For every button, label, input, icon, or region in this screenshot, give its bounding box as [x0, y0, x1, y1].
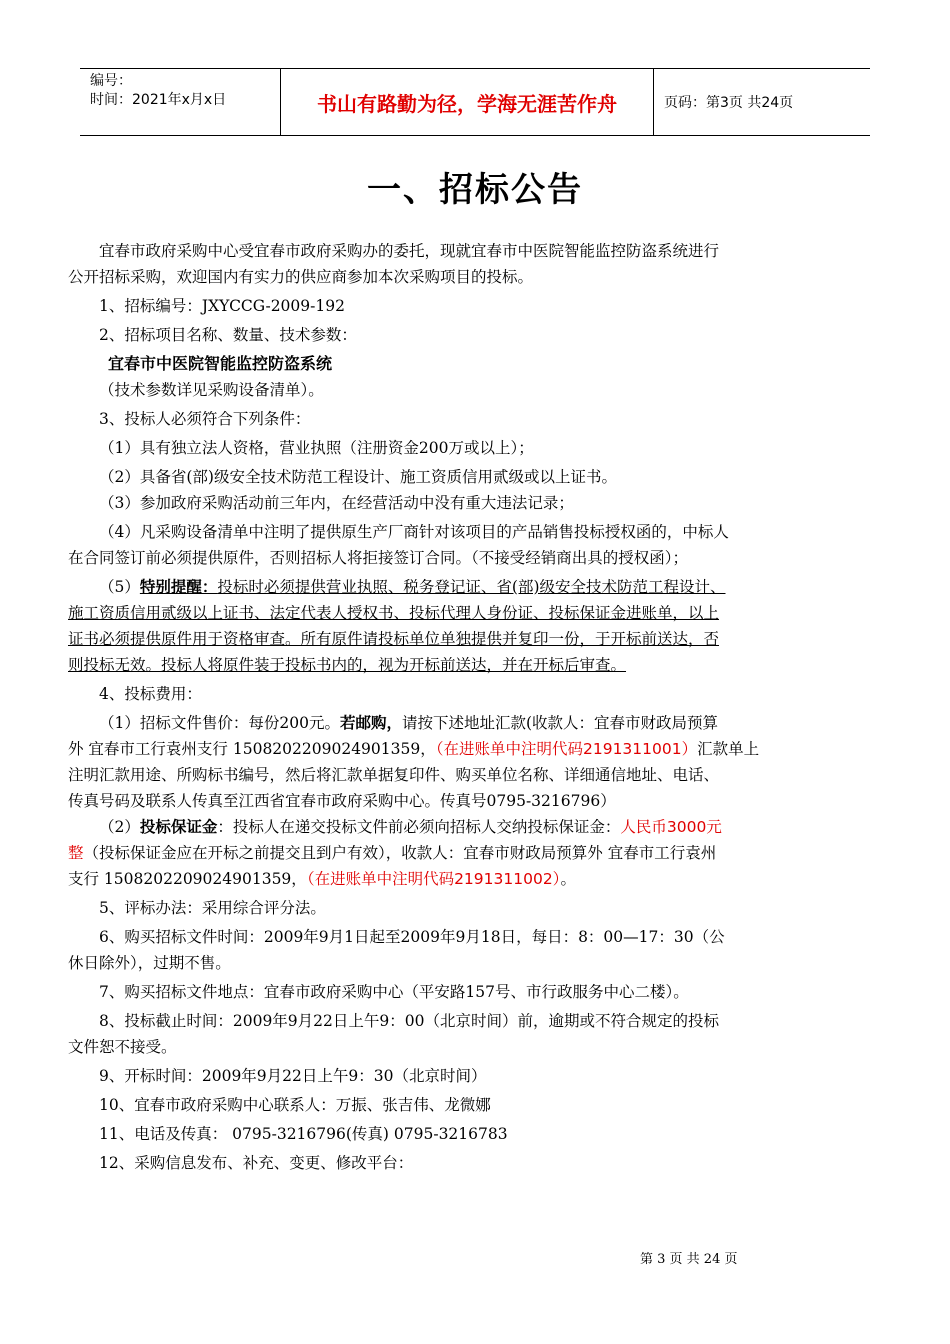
item-9: 9、开标时间：2009年9月22日上午9：30（北京时间） — [99, 1067, 487, 1085]
item-12: 12、采购信息发布、补充、变更、修改平台： — [99, 1154, 414, 1172]
deposit-label: 投标保证金 — [139, 818, 218, 836]
fee-2-text-b: ：投标人在递交投标文件前必须向招标人交纳投标保证金： — [217, 818, 621, 836]
condition-2: （2）具备省(部)级安全技术防范工程设计、施工资质信用贰级或以上证书。 — [99, 468, 617, 486]
fee-2-text-d: 支行 1508202209024901359， — [68, 870, 307, 888]
deposit-amount-end: 整 — [68, 844, 84, 862]
fee-2-text-c: （投标保证金应在开标之前提交且到户有效），收款人：宜春市财政局预算外 宜春市工行袁州 — [83, 844, 717, 862]
item-4: 4、投标费用： — [99, 685, 202, 703]
header-motto: 书山有路勤为径，学海无涯苦作舟 — [281, 69, 654, 135]
item-10: 10、宜春市政府采购中心联系人：万振、张吉伟、龙微娜 — [99, 1096, 491, 1114]
fee-2-text-a: （2） — [99, 818, 140, 836]
tech-note: （技术参数详见采购设备清单）。 — [99, 381, 324, 399]
condition-4-line-1: （4）凡采购设备清单中注明了提供原生产厂商针对该项目的产品销售投标授权函的，中标人 — [99, 523, 729, 541]
fee-2-line-3 — [68, 866, 883, 892]
page-title: 一、招标公告 — [367, 170, 583, 210]
fee-2-line-1 — [68, 814, 883, 840]
item-7: 7、购买招标文件地点：宜春市政府采购中心（平安路157号、市行政服务中心二楼）。 — [99, 983, 689, 1001]
fee-1-text-c: 外 宜春市工行袁州支行 1508202209024901359， — [68, 740, 436, 758]
intro-line-2: 公开招标采购，欢迎国内有实力的供应商参加本次采购项目的投标。 — [68, 268, 534, 286]
item-8-line-1: 8、投标截止时间：2009年9月22日上午9：00（北京时间）前，逾期或不符合规定的投标 — [99, 1012, 719, 1030]
item-5: 5、评标办法：采用综合评分法。 — [99, 899, 326, 917]
condition-5-prefix: （5） — [99, 578, 140, 596]
fee-1-text-d: 汇款单上 — [697, 740, 760, 758]
intro-line-1: 宜春市政府采购中心受宜春市政府采购办的委托，现就宜春市中医院智能监控防盗系统进行 — [99, 242, 720, 260]
condition-5-line-2: 施工资质信用贰级以上证书、法定代表人授权书、投标代理人身份证、投标保证金进账单，以上 — [68, 604, 720, 622]
fee-1-text-a: （1）招标文件售价：每份200元。 — [99, 714, 340, 732]
item-2: 2、招标项目名称、数量、技术参数： — [99, 326, 357, 344]
fee-1-line-4: 传真号码及联系人传真至江西省宜春市政府采购中心。传真号0795-3216796） — [68, 792, 616, 810]
fee-1-line-3: 注明汇款用途、所购标书编号，然后将汇款单据复印件、购买单位名称、详细通信地址、电话、 — [68, 766, 720, 784]
page-footer: 第 3 页 共 24 页 — [640, 1252, 738, 1267]
condition-5-line-4: 则投标无效。投标人将原件装于投标书内的，视为开标前送达，并在开标后审查。 — [68, 656, 627, 674]
header-page-number: 页码：第3页 共24页 — [664, 95, 794, 111]
project-name: 宜春市中医院智能监控防盗系统 — [108, 354, 333, 373]
fee-2-text-e: 。 — [560, 870, 576, 888]
mail-order-label: 若邮购， — [339, 714, 402, 732]
item-11: 11、电话及传真： 0795-3216796(传真) 0795-3216783 — [99, 1125, 508, 1143]
fee-2-line-2 — [68, 840, 883, 866]
fee-2-code-note: （在进账单中注明代码2191311002） — [306, 870, 561, 888]
condition-1: （1）具有独立法人资格，营业执照（注册资金200万或以上）； — [99, 439, 534, 457]
item-6-line-2: 休日除外），过期不售。 — [68, 954, 231, 972]
fee-1-code-note: （在进账单中注明代码2191311001） — [435, 740, 698, 758]
header-date: 时间：2021年x月x日 — [90, 92, 227, 108]
item-3: 3、投标人必须符合下列条件： — [99, 410, 311, 428]
item-8-line-2: 文件恕不接受。 — [68, 1038, 177, 1056]
header-number: 编号： — [90, 73, 132, 89]
special-reminder-label: 特别提醒： — [139, 578, 218, 596]
condition-4-line-2: 在合同签订前必须提供原件，否则招标人将拒接签订合同。（不接受经销商出具的授权函）； — [68, 549, 689, 567]
fee-1-text-b: 请按下述地址汇款(收款人：宜春市财政局预算 — [401, 714, 719, 732]
condition-5-line-1 — [68, 574, 883, 600]
condition-5-text-1: 投标时必须提供营业执照、税务登记证、省(部)级安全技术防范工程设计、 — [217, 578, 726, 596]
item-1: 1、招标编号：JXYCCG-2009-192 — [99, 297, 345, 315]
fee-1-line-1 — [68, 710, 883, 736]
header-meta — [80, 69, 281, 135]
document-body — [68, 238, 883, 1176]
fee-1-line-2 — [68, 736, 883, 762]
deposit-amount: 人民币3000元 — [620, 818, 722, 836]
condition-5-line-3: 证书必须提供原件用于资格审查。所有原件请投标单位单独提供并复印一份，于开标前送达，否 — [68, 630, 720, 648]
item-6-line-1: 6、购买招标文件时间：2009年9月1日起至2009年9月18日，每日：8：00—17：30（公 — [99, 928, 725, 946]
condition-3: （3）参加政府采购活动前三年内，在经营活动中没有重大违法记录； — [99, 494, 574, 512]
page-header — [80, 68, 870, 136]
